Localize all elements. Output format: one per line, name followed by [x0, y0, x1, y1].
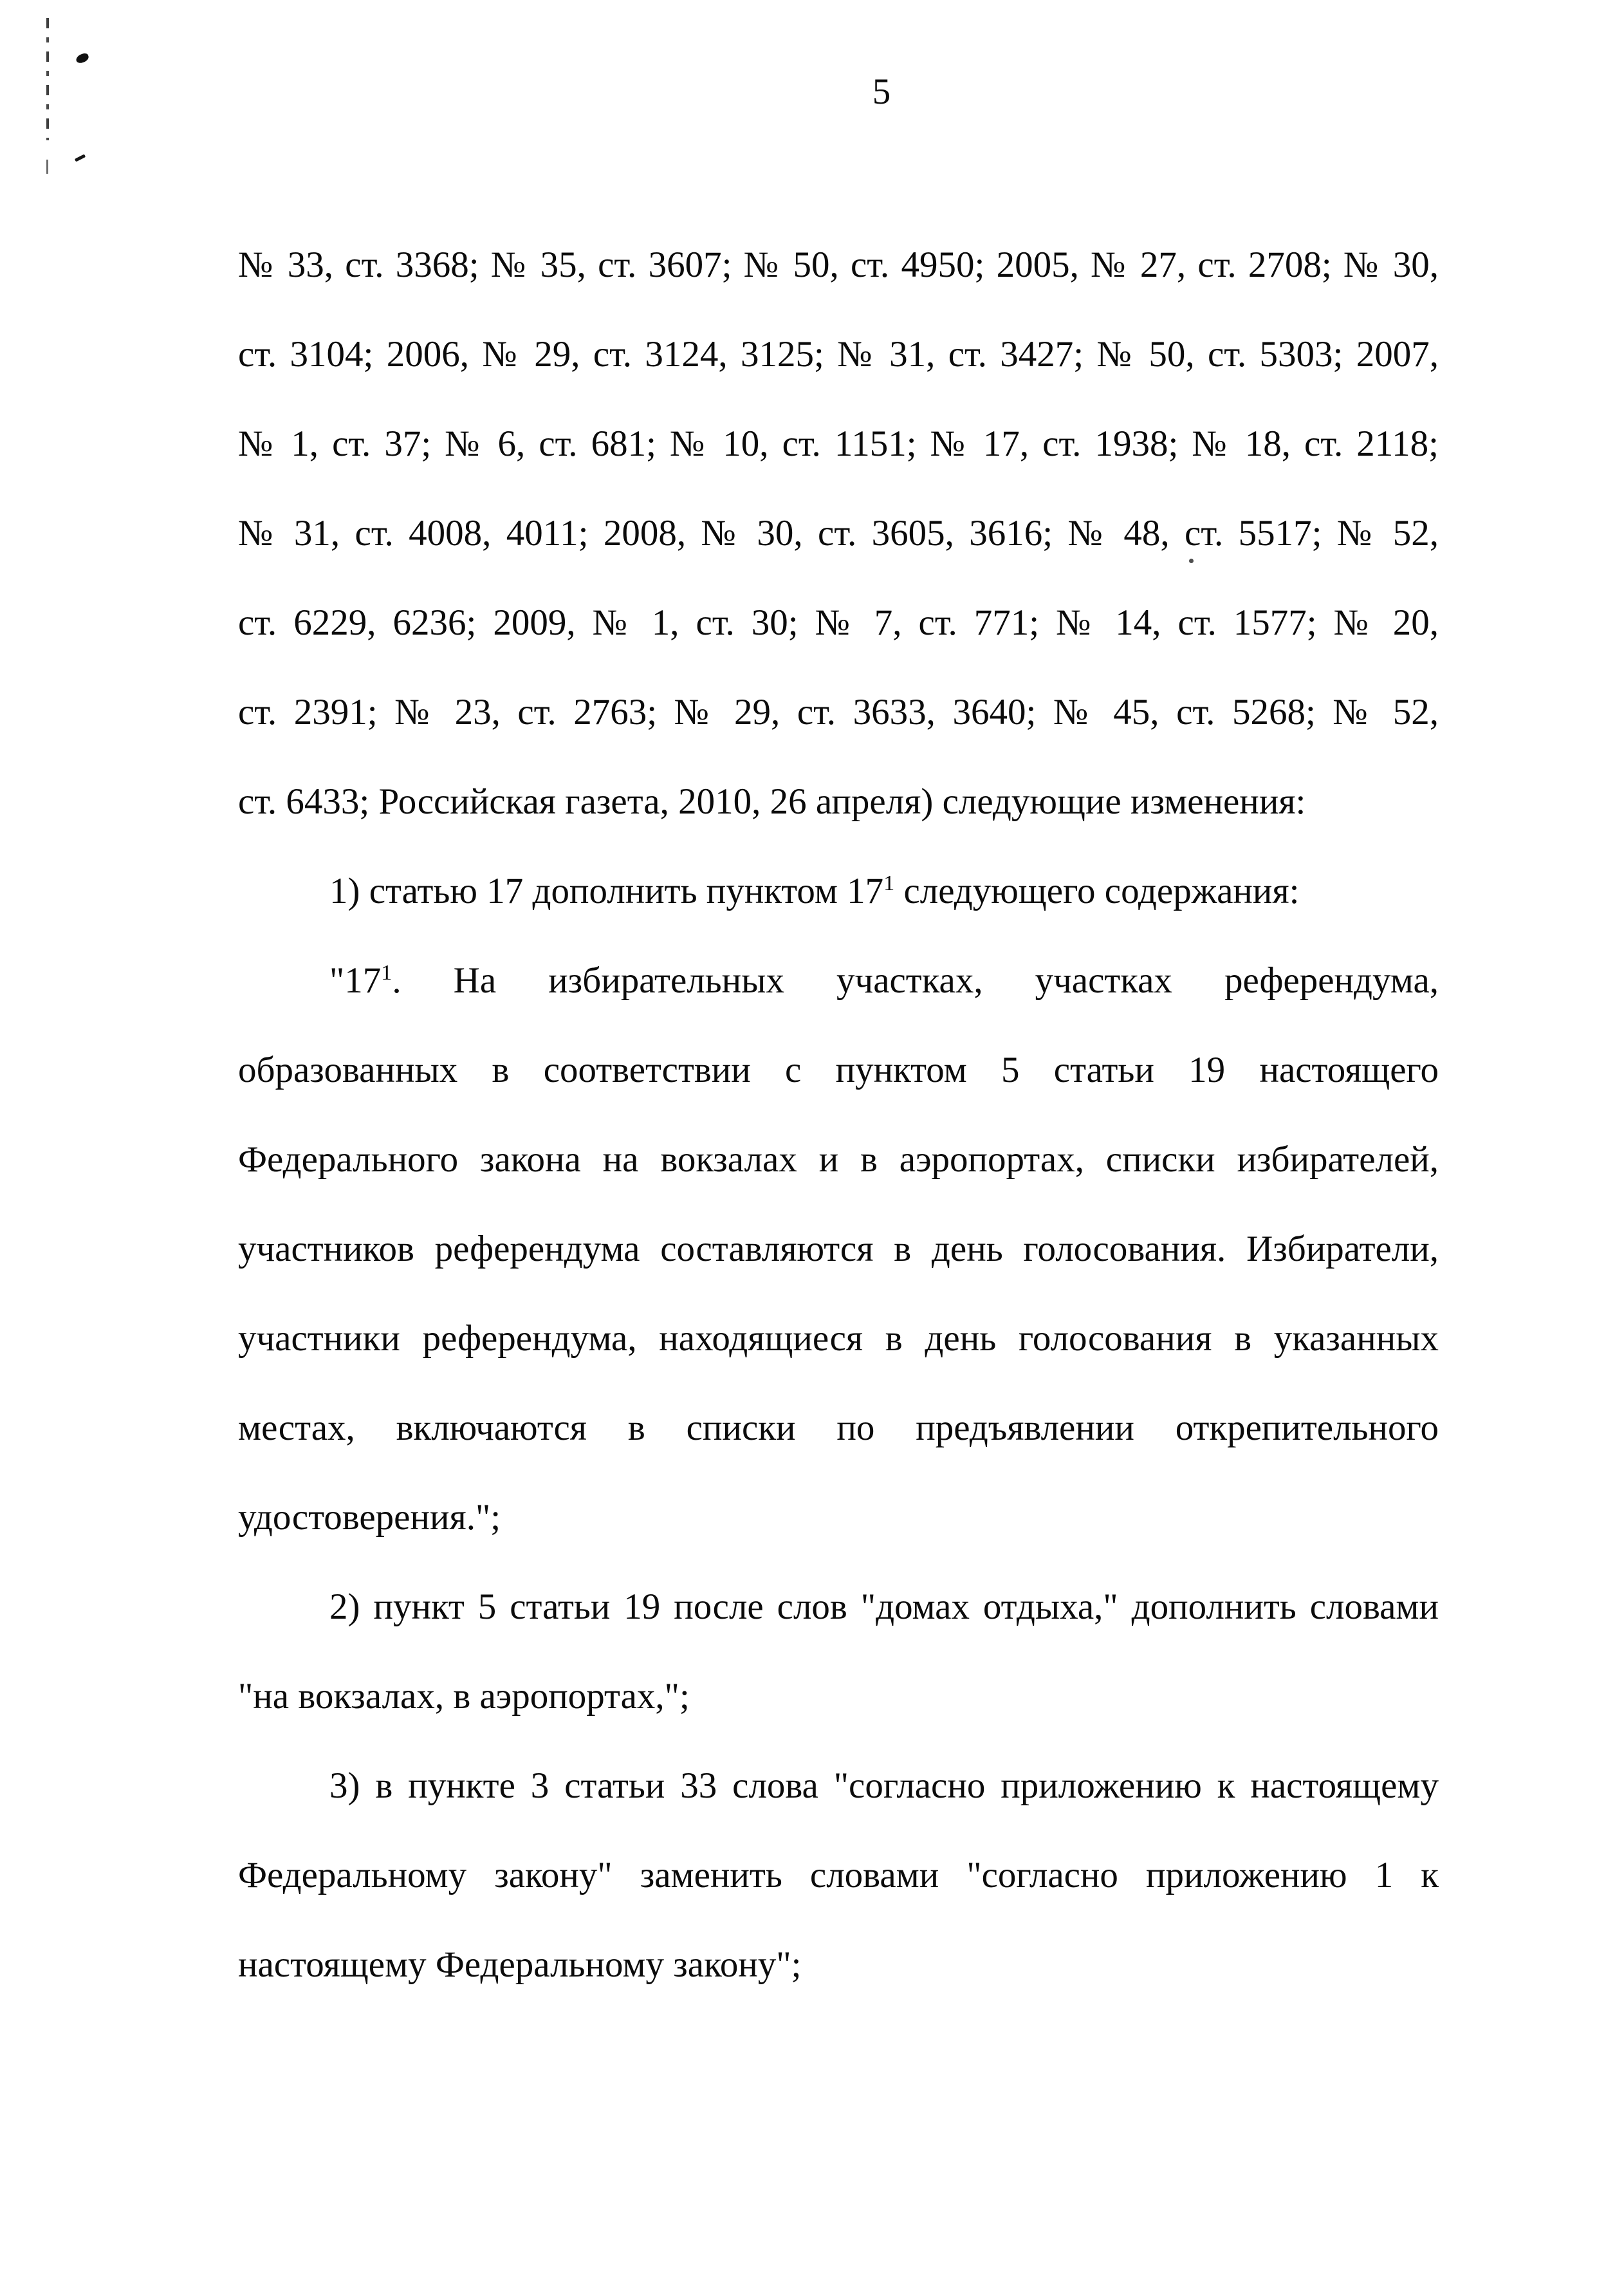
text-line: [238, 1025, 1439, 1115]
page-number: 5: [872, 71, 891, 112]
text-line: [238, 1562, 1439, 1651]
text-segment: № 33, ст. 3368; № 35, ст. 3607; № 50, ст. 4950; 2005, № 27, ст. 2708; № 30,: [238, 245, 1439, 285]
text-segment: 2) пункт 5 статьи 19 после слов "домах отдыха," дополнить словами: [329, 1586, 1439, 1627]
text-segment: ст. 3104; 2006, № 29, ст. 3124, 3125; № 31, ст. 3427; № 50, ст. 5303; 2007,: [238, 334, 1439, 375]
text-line: [238, 578, 1439, 667]
text-line: [238, 488, 1439, 578]
text-segment: участники референдума, находящиеся в день голосования в указанных: [238, 1318, 1439, 1359]
text-segment: № 31, ст. 4008, 4011; 2008, № 30, ст. 3605, 3616; № 48, ст. 5517; № 52,: [238, 513, 1439, 554]
text-line: [238, 667, 1439, 757]
text-segment: ст. 6433; Российская газета, 2010, 26 апреля) следующие изменения:: [238, 781, 1306, 822]
text-segment: Федерального закона на вокзалах и в аэропортах, списки избирателей,: [238, 1139, 1439, 1180]
text-segment: ст. 2391; № 23, ст. 2763; № 29, ст. 3633, 3640; № 45, ст. 5268; № 52,: [238, 692, 1439, 732]
text-segment: ст. 6229, 6236; 2009, № 1, ст. 30; № 7, ст. 771; № 14, ст. 1577; № 20,: [238, 602, 1439, 643]
text-segment: следующего содержания:: [894, 871, 1300, 911]
text-line: [238, 846, 1439, 936]
text-segment: местах, включаются в списки по предъявлении открепительного: [238, 1408, 1439, 1448]
superscript: 1: [883, 871, 895, 895]
text-line: [238, 1920, 1439, 2009]
text-line: [238, 1204, 1439, 1294]
text-line: [238, 1830, 1439, 1920]
text-block: [238, 220, 1439, 2009]
text-line: [238, 1651, 1439, 1741]
text-segment: настоящему Федеральному закону";: [238, 1944, 802, 1985]
text-segment: участников референдума составляются в день голосования. Избиратели,: [238, 1229, 1439, 1269]
superscript: 1: [381, 961, 392, 985]
scan-artifact-speck: [75, 52, 89, 64]
text-segment: Федеральному закону" заменить словами "согласно приложению 1 к: [238, 1855, 1439, 1895]
text-segment: 3) в пункте 3 статьи 33 слова "согласно приложению к настоящему: [329, 1765, 1439, 1806]
scan-artifact-speck: [75, 154, 86, 162]
text-segment: образованных в соответствии с пунктом 5 статьи 19 настоящего: [238, 1050, 1439, 1090]
text-segment: 1) статью 17 дополнить пунктом 17: [329, 871, 884, 911]
text-segment: удостоверения.";: [238, 1497, 501, 1538]
text-segment: "на вокзалах, в аэропортах,";: [238, 1676, 690, 1716]
text-segment: № 1, ст. 37; № 6, ст. 681; № 10, ст. 1151; № 17, ст. 1938; № 18, ст. 2118;: [238, 423, 1439, 464]
text-line: [238, 1115, 1439, 1204]
text-line: [238, 1383, 1439, 1473]
text-line: [238, 399, 1439, 488]
text-line: [238, 1473, 1439, 1562]
text-segment: . На избирательных участках, участках референдума,: [392, 960, 1439, 1001]
text-line: [238, 936, 1439, 1025]
text-line: [238, 1294, 1439, 1383]
text-line: [238, 310, 1439, 399]
text-line: [238, 220, 1439, 310]
text-segment: "17: [329, 960, 382, 1001]
scan-artifact-vertical-streak: [46, 18, 49, 140]
scan-artifact-dash: [46, 160, 48, 174]
text-line: [238, 757, 1439, 846]
text-line: [238, 1741, 1439, 1830]
